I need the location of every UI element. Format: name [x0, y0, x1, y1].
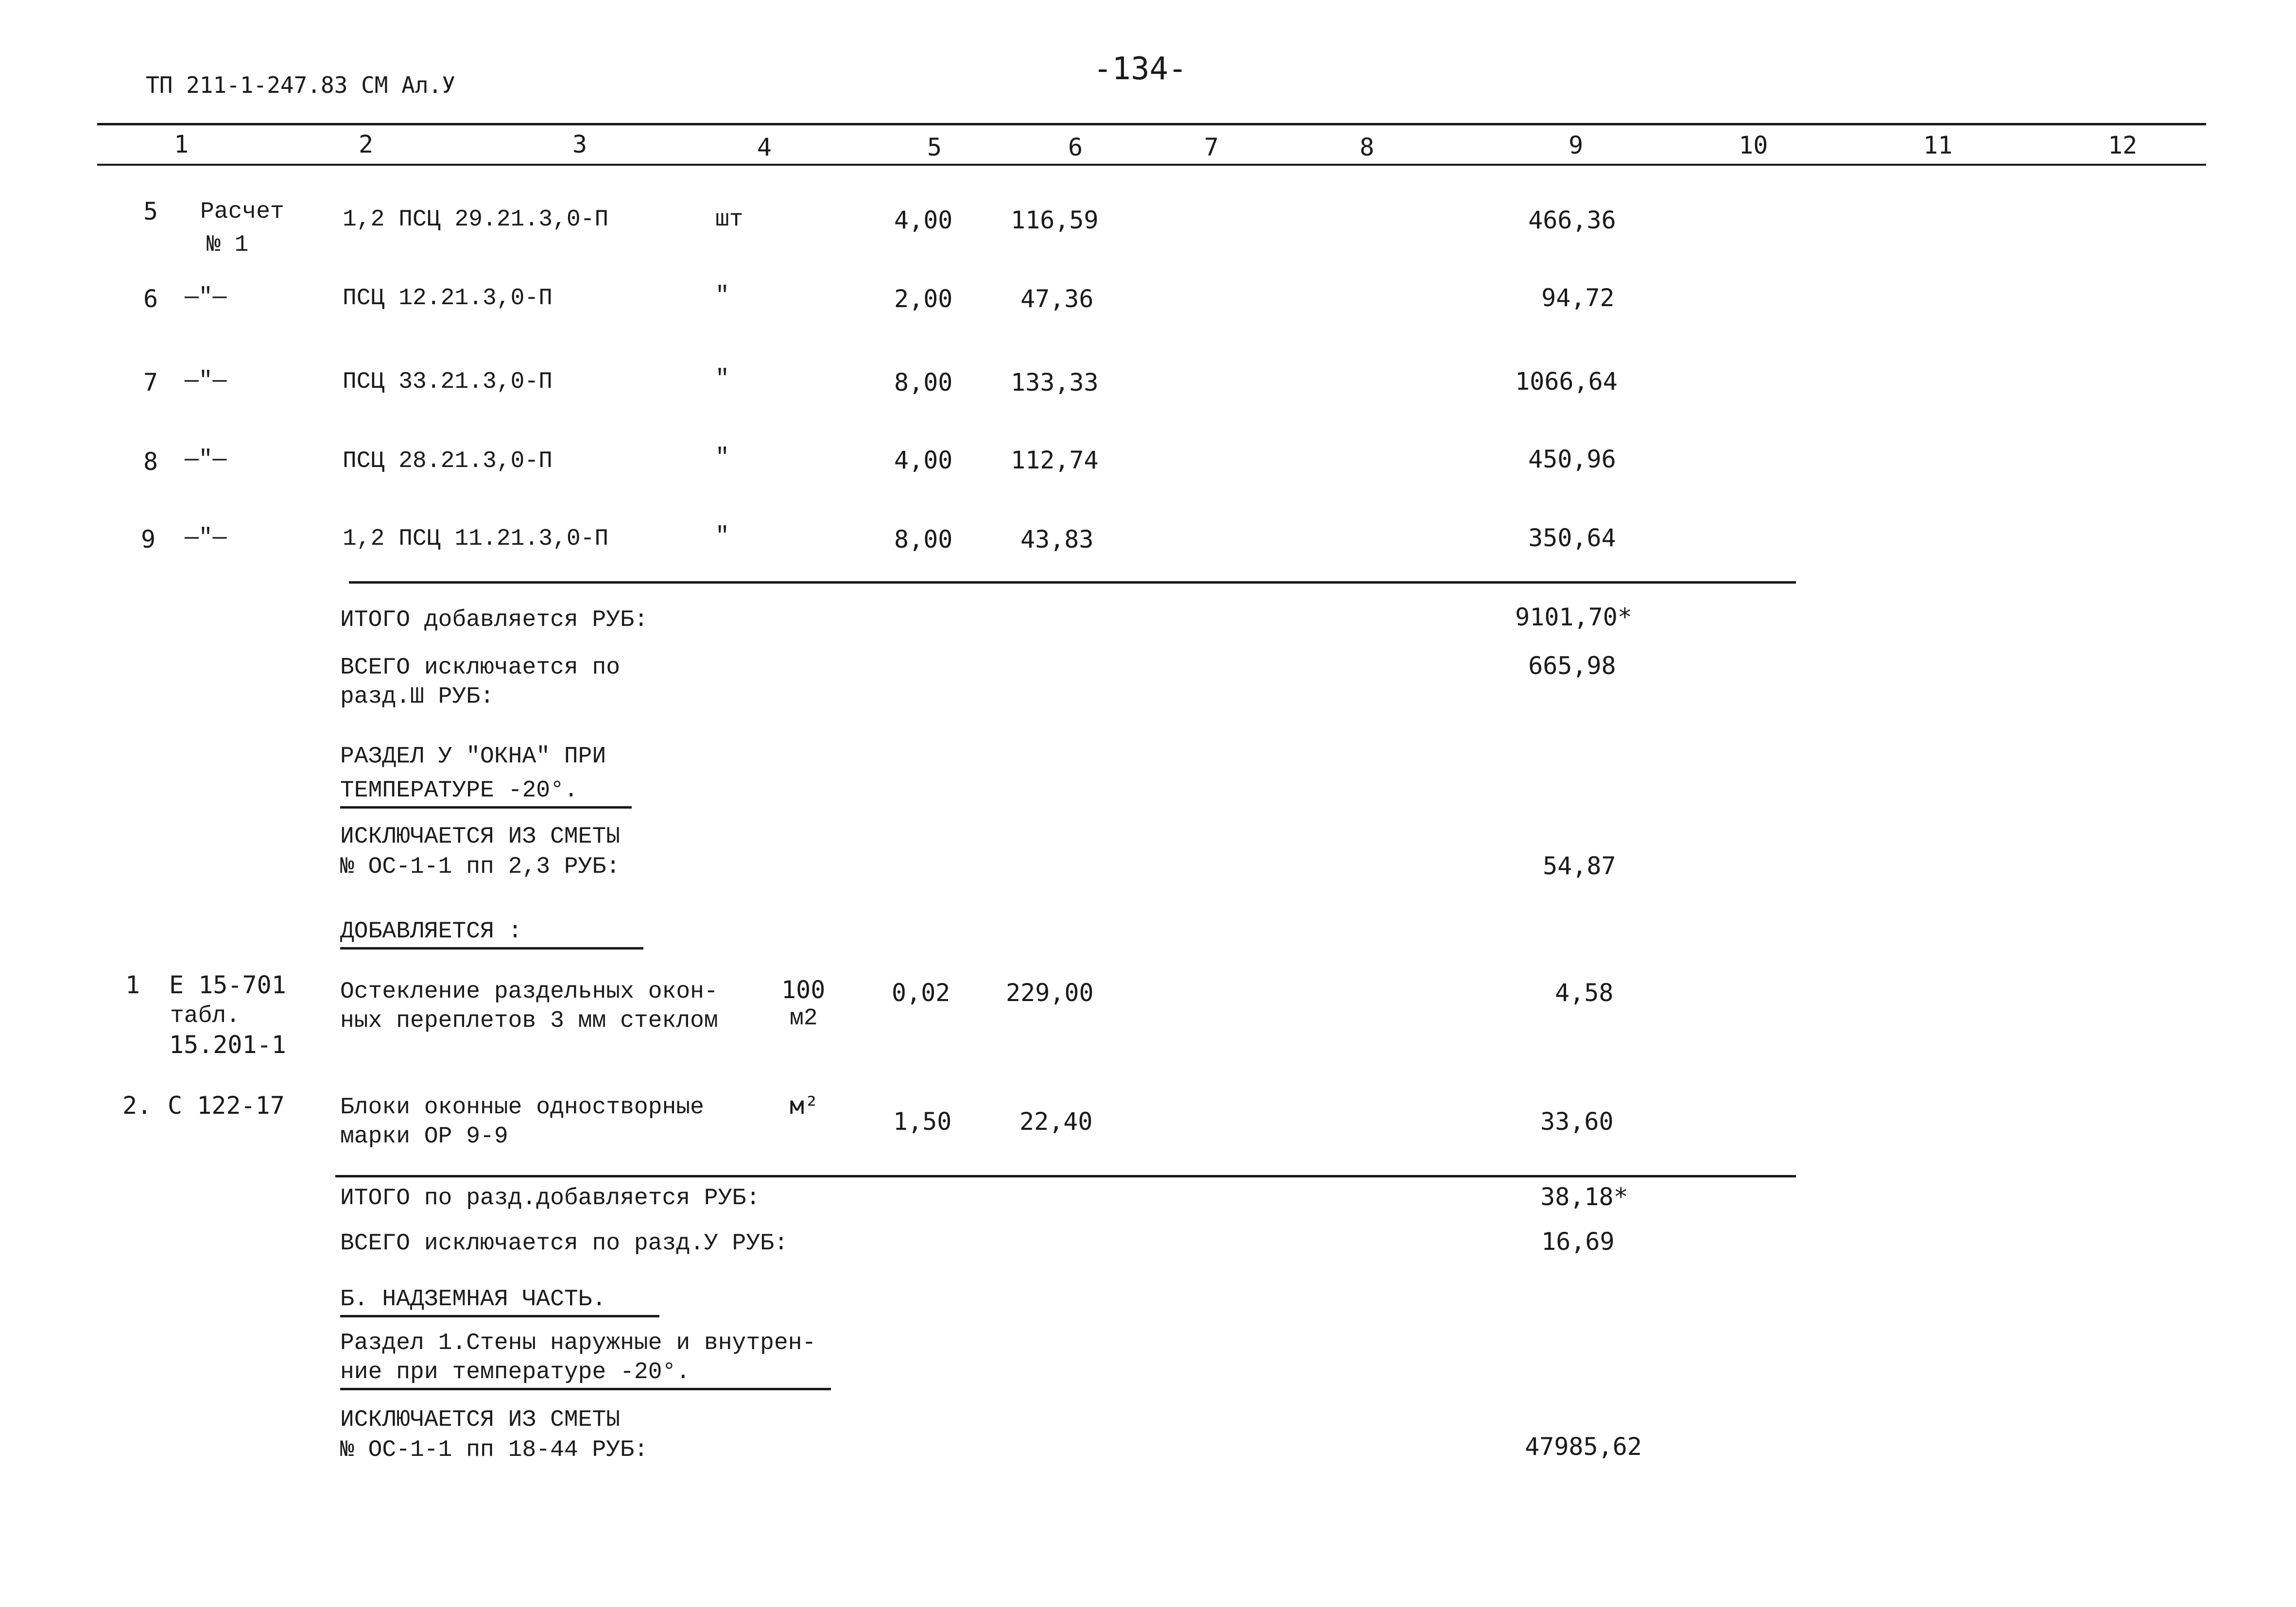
row-number: 7 [143, 368, 158, 397]
header-bottom-rule [97, 164, 2206, 166]
row-unit: " [715, 445, 729, 471]
total-excluded-label: ВСЕГО исключается по [340, 655, 621, 681]
row-quantity: 4,00 [894, 206, 953, 234]
row-unit: м² [790, 1091, 819, 1120]
section-heading-line2: ние при температуре -20°. [340, 1361, 831, 1390]
col-header-8: 8 [1360, 133, 1375, 161]
col-header-3: 3 [572, 130, 587, 158]
row-basis: —"— [185, 525, 227, 551]
row-quantity: 8,00 [894, 525, 953, 553]
excluded-estimate-ref: № ОС-1-1 пп 2,3 РУБ: [340, 854, 621, 880]
section-excluded-value: 16,69 [1541, 1227, 1615, 1256]
row-total: 4,58 [1555, 979, 1614, 1007]
row-number: 8 [143, 448, 158, 476]
row-name: ПСЦ 12.21.3,0-П [343, 285, 553, 311]
total-excluded-label-line2: разд.Ш РУБ: [340, 684, 494, 710]
row-unit-line2: м2 [790, 1005, 818, 1032]
row-basis: —"— [185, 368, 227, 394]
row-name: ПСЦ 28.21.3,0-П [343, 448, 553, 474]
row-unit: " [715, 523, 729, 550]
row-price: 133,33 [1011, 368, 1099, 397]
row-unit: 100 [781, 976, 826, 1004]
excluded-estimate-value: 47985,62 [1525, 1433, 1642, 1461]
row-number: 1 [125, 971, 140, 999]
row-name: ПСЦ 33.21.3,0-П [343, 369, 553, 395]
part-heading: Б. НАДЗЕМНАЯ ЧАСТЬ. [340, 1288, 659, 1317]
row-name-line2: марки ОР 9-9 [340, 1123, 508, 1150]
row-name: Остекление раздельных окон- [340, 979, 718, 1005]
section-excluded-label: ВСЕГО исключается по разд.У РУБ: [340, 1230, 788, 1257]
row-name: 1,2 ПСЦ 11.21.3,0-П [343, 526, 609, 552]
total-excluded-value: 665,98 [1528, 652, 1616, 680]
row-name-line2: ных переплетов 3 мм стеклом [340, 1008, 718, 1034]
row-price: 43,83 [1020, 525, 1094, 553]
col-header-2: 2 [359, 130, 374, 158]
section-subtotal-value: 38,18* [1540, 1183, 1628, 1211]
row-number: 2. [122, 1091, 152, 1120]
row-basis-line2: № 1 [207, 232, 249, 258]
row-basis: —"— [185, 447, 227, 473]
page-number: -134- [1093, 51, 1187, 87]
section-heading: Раздел 1.Стены наружные и внутрен- [340, 1330, 816, 1356]
row-total: 1066,64 [1515, 367, 1618, 396]
row-number: 5 [143, 197, 158, 225]
section-subtotal-label: ИТОГО по разд.добавляется РУБ: [340, 1185, 760, 1211]
col-header-6: 6 [1068, 133, 1083, 161]
col-header-7: 7 [1204, 133, 1219, 161]
row-quantity: 0,02 [892, 979, 950, 1007]
excluded-estimate-ref: № ОС-1-1 пп 18-44 РУБ: [340, 1437, 648, 1463]
col-header-1: 1 [174, 130, 189, 158]
col-header-5: 5 [927, 133, 942, 161]
col-header-10: 10 [1739, 131, 1768, 159]
row-total: 450,96 [1528, 445, 1616, 473]
row-number: 9 [141, 525, 156, 553]
document-code: ТП 211-1-247.83 СМ Ал.У [146, 72, 455, 98]
section-heading-line2: ТЕМПЕРАТУРЕ -20°. [340, 779, 632, 809]
row-price: 22,40 [1019, 1107, 1093, 1136]
row-quantity: 2,00 [894, 285, 953, 313]
col-header-9: 9 [1569, 131, 1584, 159]
subtotal-added-value: 9101,70* [1515, 603, 1632, 631]
row-unit: " [715, 366, 729, 392]
col-header-11: 11 [1923, 131, 1953, 159]
excluded-estimate-label: ИСКЛЮЧАЕТСЯ ИЗ СМЕТЫ [340, 824, 621, 850]
row-number: 6 [143, 285, 158, 313]
row-price: 47,36 [1020, 285, 1094, 313]
row-basis: Расчет [200, 199, 284, 225]
row-quantity: 4,00 [894, 446, 953, 474]
row-unit: " [715, 283, 729, 309]
row-basis-line3: 15.201-1 [169, 1031, 286, 1059]
section-total-rule [335, 1175, 1796, 1177]
row-unit: шт [715, 207, 743, 233]
row-total: 33,60 [1540, 1107, 1614, 1136]
subtotal-added-label: ИТОГО добавляется РУБ: [340, 607, 648, 633]
row-basis: С 122-17 [168, 1091, 285, 1120]
section-heading: РАЗДЕЛ У "ОКНА" ПРИ [340, 743, 606, 770]
row-price: 112,74 [1011, 446, 1099, 474]
row-basis: Е 15-701 [169, 971, 286, 999]
excluded-estimate-value: 54,87 [1543, 852, 1616, 880]
row-basis: —"— [185, 284, 227, 311]
row-price: 116,59 [1011, 206, 1099, 234]
row-name: 1,2 ПСЦ 29.21.3,0-П [343, 207, 609, 233]
row-quantity: 8,00 [894, 368, 953, 397]
row-basis-line2: табл. [170, 1003, 241, 1029]
row-name: Блоки оконные одностворные [340, 1094, 704, 1121]
col-header-12: 12 [2108, 131, 2138, 159]
row-total: 466,36 [1528, 206, 1616, 234]
row-total: 350,64 [1528, 524, 1616, 552]
subtotal-rule [349, 581, 1796, 584]
row-total: 94,72 [1541, 284, 1615, 312]
excluded-estimate-label: ИСКЛЮЧАЕТСЯ ИЗ СМЕТЫ [340, 1407, 621, 1433]
added-heading: ДОБАВЛЯЕТСЯ : [340, 920, 643, 950]
col-header-4: 4 [757, 133, 772, 161]
row-price: 229,00 [1006, 979, 1094, 1007]
row-quantity: 1,50 [893, 1107, 952, 1136]
header-top-rule [97, 123, 2206, 125]
